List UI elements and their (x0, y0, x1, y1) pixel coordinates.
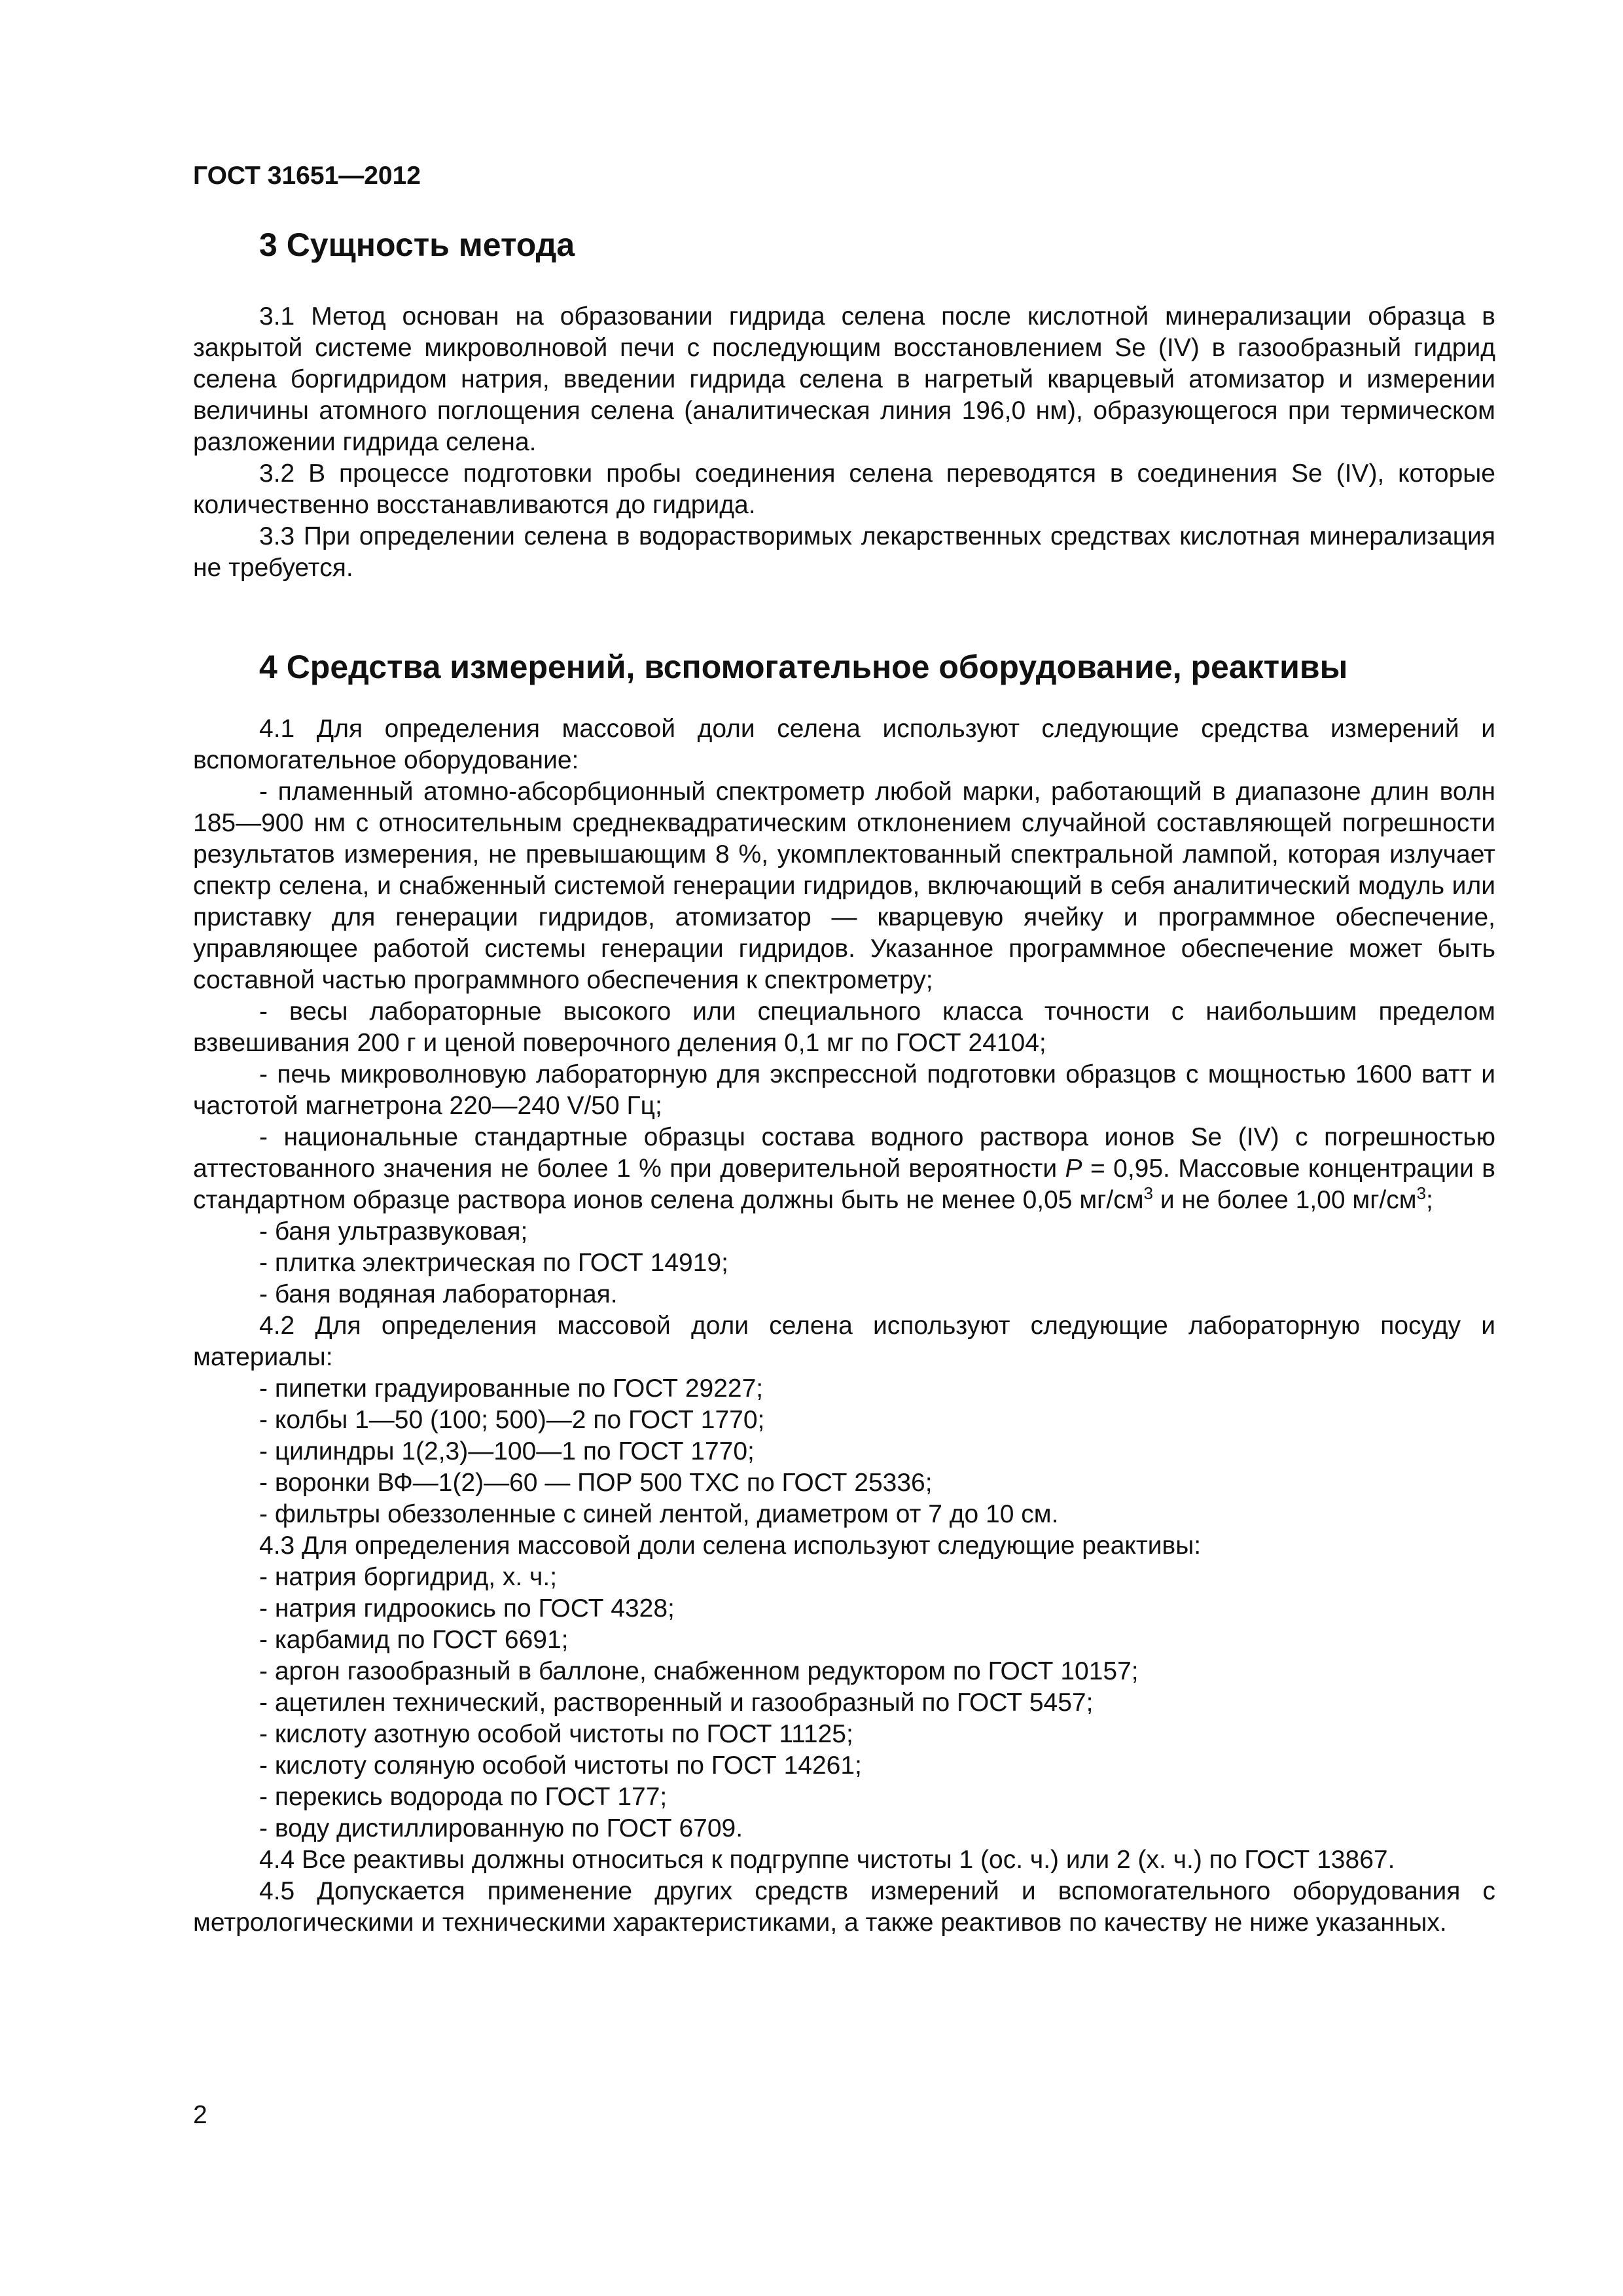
paragraph-4-2: 4.2 Для определения массовой доли селена используют следующие лабораторную посуду и материалы: (193, 1312, 1495, 1371)
equipment-item: - весы лабораторные высокого или специального класса точности с наибольшим пределом взвешивания 200 г и ценой поверочного деления 0,1 мг по ГОСТ 24104; (193, 997, 1495, 1057)
paragraph-4-1: 4.1 Для определения массовой доли селена используют следующие средства измерений и вспомогательное оборудование: (193, 715, 1495, 774)
equipment-item: - печь микроволновую лабораторную для экспрессной подготовки образцов с мощностью 1600 ватт и частотой магнетрона 220—240 V/50 Гц; (193, 1060, 1495, 1120)
superscript: 3 (1143, 1183, 1153, 1203)
labware-item: - фильтры обеззоленные с синей лентой, диаметром от 7 до 10 см. (259, 1500, 1059, 1528)
section-3-title: 3 Сущность метода (259, 226, 575, 263)
page-number: 2 (193, 2101, 207, 2129)
section-4-body (193, 713, 1495, 1939)
labware-item: - воронки ВФ—1(2)—60 — ПОР 500 ТХС по ГОСТ 25336; (259, 1469, 933, 1497)
standard-header: ГОСТ 31651—2012 (193, 162, 421, 190)
probability-symbol: P (1065, 1155, 1082, 1183)
text-run: и не более 1,00 мг/см (1152, 1186, 1417, 1214)
superscript: 3 (1416, 1183, 1427, 1203)
labware-list (193, 1373, 1495, 1530)
labware-item: - колбы 1—50 (100; 500)—2 по ГОСТ 1770; (259, 1406, 765, 1434)
reagent-item: - ацетилен технический, растворенный и газообразный по ГОСТ 5457; (259, 1689, 1094, 1717)
paragraph-4-3: 4.3 Для определения массовой доли селена используют следующие реактивы: (259, 1532, 1202, 1560)
reagent-item: - карбамид по ГОСТ 6691; (259, 1626, 569, 1654)
reagent-item: - воду дистиллированную по ГОСТ 6709. (259, 1814, 743, 1842)
text-run: = 0,95. Массовые концентрации в стандартном образце раствора ионов селена должны быть не менее 0,05 мг/см (193, 1155, 1495, 1214)
paragraph-3-2: 3.2 В процессе подготовки пробы соединения селена переводятся в соединения Se (IV), которые количественно восстанавливаются до гидрида. (193, 459, 1495, 519)
labware-item: - пипетки градуированные по ГОСТ 29227; (259, 1374, 764, 1403)
text-run: ; (1426, 1186, 1433, 1214)
reagent-item: - натрия гидроокись по ГОСТ 4328; (259, 1594, 675, 1623)
equipment-item: - плитка электрическая по ГОСТ 14919; (259, 1249, 728, 1277)
text-run: - национальные стандартные образцы состава водного раствора ионов Se (IV) с погрешностью аттестованного значения не более 1 % при доверительной вероятности (193, 1123, 1495, 1183)
reagent-item: - перекись водорода по ГОСТ 177; (259, 1783, 668, 1811)
reagent-item: - натрия боргидрид, х. ч.; (259, 1563, 558, 1591)
equipment-item (193, 1122, 1495, 1216)
equipment-item: - баня водяная лабораторная. (259, 1280, 618, 1308)
equipment-item: - баня ультразвуковая; (259, 1217, 528, 1246)
reagent-item: - кислоту азотную особой чистоты по ГОСТ 11125; (259, 1720, 853, 1748)
section-3-body (193, 301, 1495, 584)
reagent-item: - кислоту соляную особой чистоты по ГОСТ 14261; (259, 1751, 862, 1780)
reagent-list (193, 1562, 1495, 1844)
paragraph-4-5: 4.5 Допускается применение других средств измерений и вспомогательного оборудования с метрологическими и техническими характеристиками, а также реактивов по качеству не ниже указанных. (193, 1877, 1495, 1937)
equipment-item: - пламенный атомно-абсорбционный спектрометр любой марки, работающий в диапазоне длин волн 185—900 нм с относительным среднеквадратическим отклонением случайной составляющей погрешности результатов измерения, не превышающим 8 %, укомплектованный спектральной лампой, которая излучает спектр селена, и снабженный системой генерации гидридов, включающий в себя аналитический модуль или приставку для генерации гидридов, атомизатор — кварцевую ячейку и программное обеспечение, управляющее работой системы генерации гидридов. Указанное программное обеспечение может быть составной частью программного обеспечения к спектрометру; (193, 778, 1495, 994)
section-4-title: 4 Средства измерений, вспомогательное оборудование, реактивы (259, 649, 1348, 685)
paragraph-4-4: 4.4 Все реактивы должны относиться к подгруппе чистоты 1 (ос. ч.) или 2 (х. ч.) по ГОСТ 13867. (259, 1846, 1395, 1874)
labware-item: - цилиндры 1(2,3)—100—1 по ГОСТ 1770; (259, 1437, 755, 1465)
paragraph-3-3: 3.3 При определении селена в водорастворимых лекарственных средствах кислотная минерализация не требуется. (193, 522, 1495, 582)
paragraph-3-1: 3.1 Метод основан на образовании гидрида селена после кислотной минерализации образца в закрытой системе микроволновой печи с последующим восстановлением Se (IV) в газообразный гидрид селена боргидридом натрия, введении гидрида селена в нагретый кварцевый атомизатор и измерении величины атомного поглощения селена (аналитическая линия 196,0 нм), образующегося при термическом разложении гидрида селена. (193, 302, 1495, 456)
reagent-item: - аргон газообразный в баллоне, снабженном редуктором по ГОСТ 10157; (259, 1657, 1139, 1685)
